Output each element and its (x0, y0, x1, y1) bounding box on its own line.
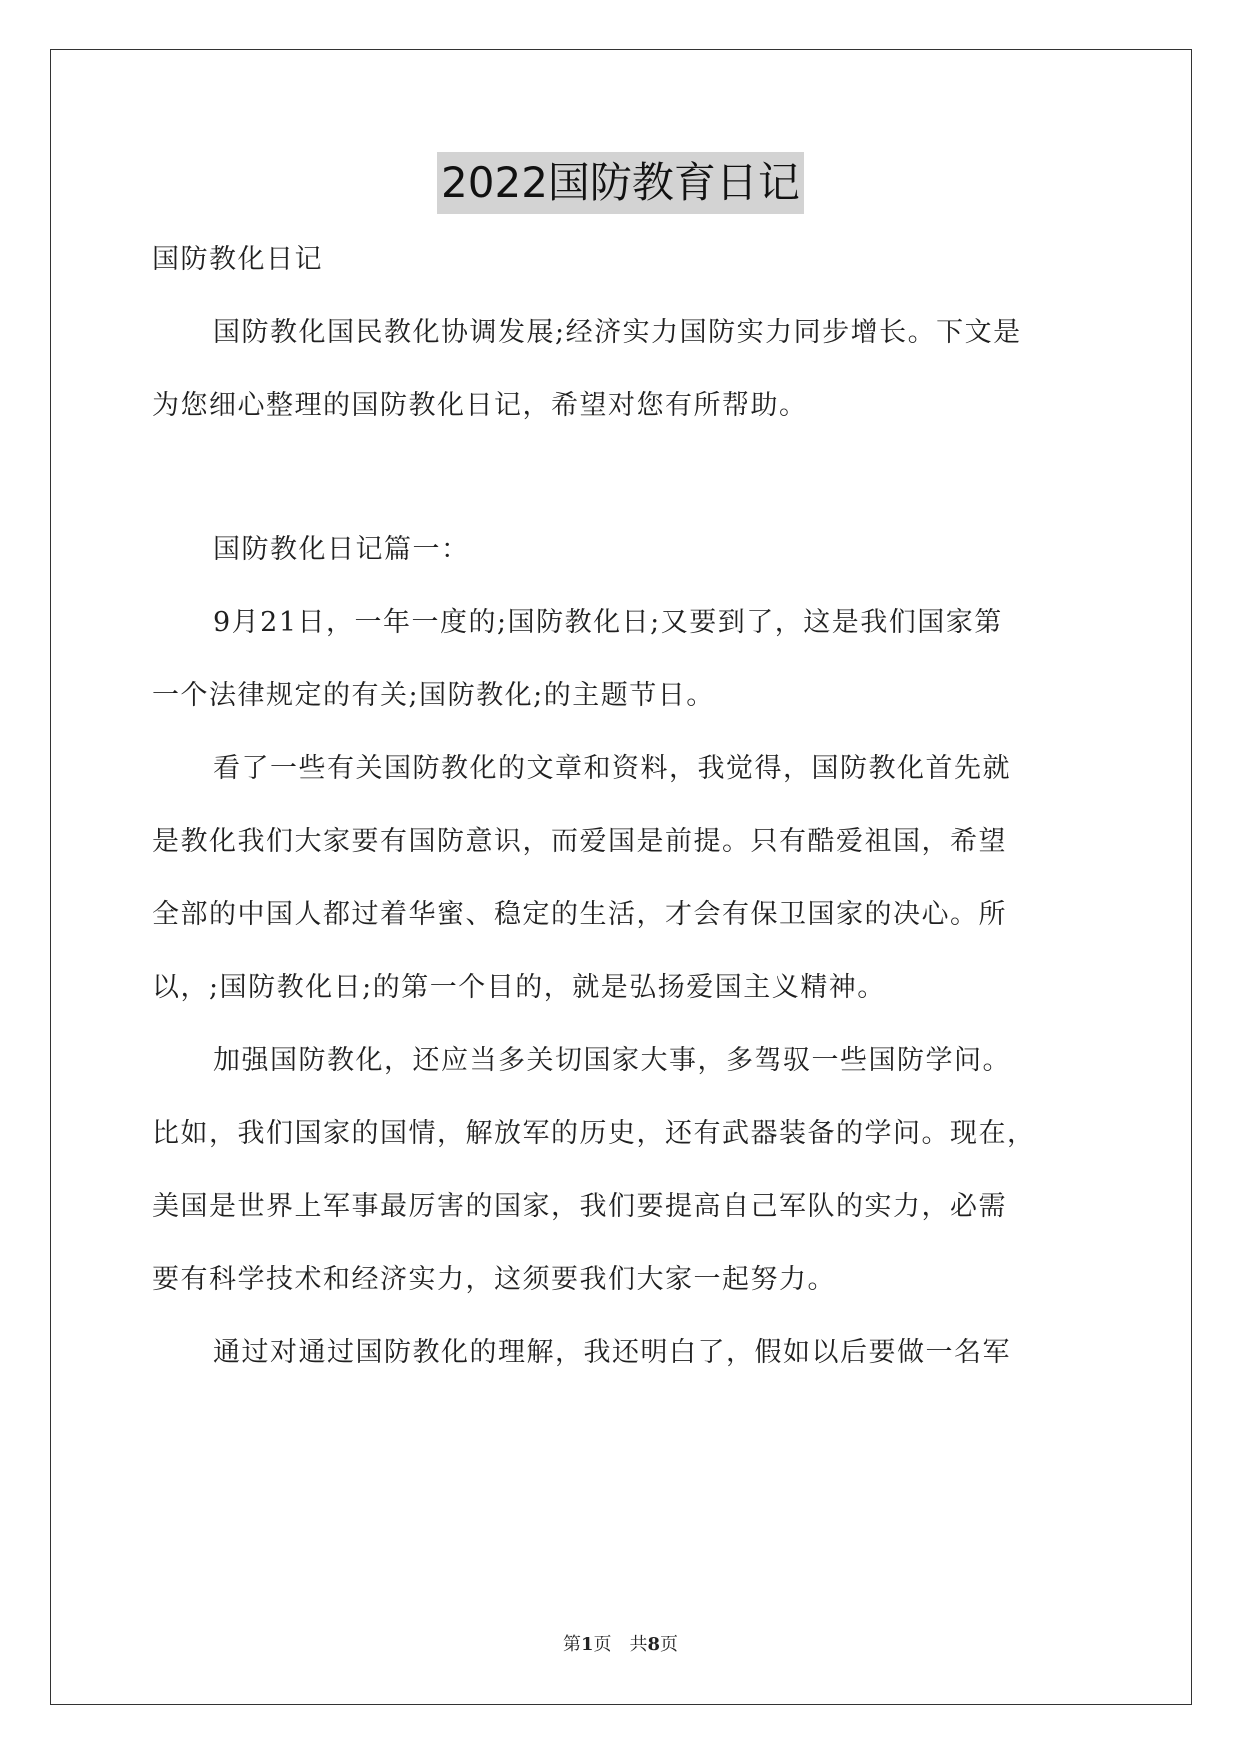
footer-suffix: 页 (660, 1634, 679, 1655)
body-line-13: 美国是世界上军事最厉害的国家，我们要提高自己军队的实力，必需 (152, 1191, 1007, 1222)
body-line-1: 国防教化日记 (152, 244, 323, 275)
body-line-4: 国防教化日记篇一： (213, 534, 470, 565)
page-footer (0, 1630, 1241, 1656)
body-line-6: 一个法律规定的有关;国防教化;的主题节日。 (152, 680, 715, 711)
title-container (0, 152, 1241, 214)
body-line-12: 比如，我们国家的国情，解放军的历史，还有武器装备的学问。现在， (152, 1118, 1036, 1149)
body-line-2: 国防教化国民教化协调发展;经济实力国防实力同步增长。下文是 (213, 317, 1022, 348)
body-line-5: 9月21日，一年一度的;国防教化日;又要到了，这是我们国家第 (213, 607, 1003, 638)
body-line-14: 要有科学技术和经济实力，这须要我们大家一起努力。 (152, 1264, 836, 1295)
body-line-7: 看了一些有关国防教化的文章和资料，我觉得，国防教化首先就 (213, 753, 1011, 784)
body-line-8: 是教化我们大家要有国防意识，而爱国是前提。只有酷爱祖国，希望 (152, 826, 1007, 857)
body-line-10: 以，;国防教化日;的第一个目的，就是弘扬爱国主义精神。 (152, 972, 886, 1003)
body-line-11: 加强国防教化，还应当多关切国家大事，多驾驭一些国防学问。 (213, 1045, 1011, 1076)
page-border (50, 49, 1192, 1705)
document-title: 2022国防教育日记 (437, 152, 804, 214)
body-line-15: 通过对通过国防教化的理解，我还明白了，假如以后要做一名军 (213, 1337, 1011, 1368)
body-line-9: 全部的中国人都过着华蜜、稳定的生活，才会有保卫国家的决心。所 (152, 899, 1007, 930)
footer-page-number: 1 (580, 1634, 594, 1655)
footer-middle: 页 共 (593, 1634, 648, 1655)
body-line-3: 为您细心整理的国防教化日记，希望对您有所帮助。 (152, 390, 808, 421)
footer-prefix: 第 (562, 1634, 581, 1655)
footer-total-pages: 8 (647, 1634, 661, 1655)
